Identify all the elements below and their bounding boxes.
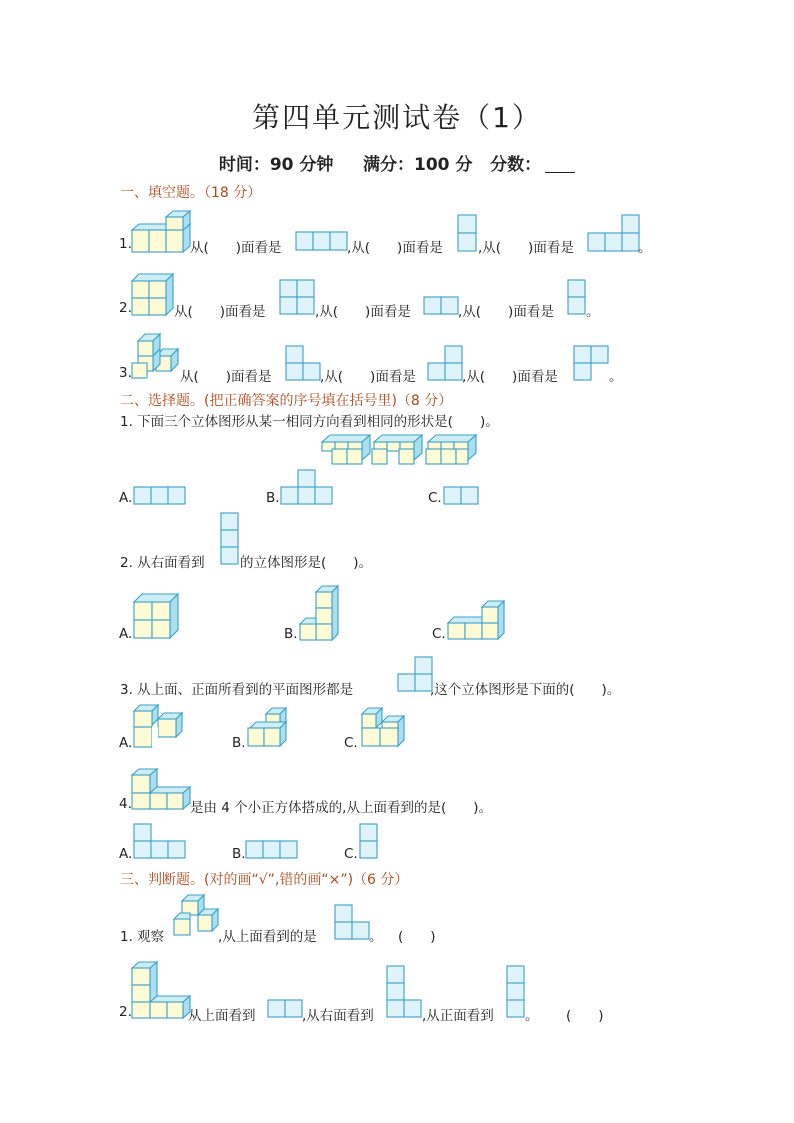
judge-q2-view1-icon — [268, 1000, 304, 1020]
q1-text2: ,从( )面看是 — [347, 240, 443, 256]
choice-q4-option-c[interactable]: C. — [344, 846, 358, 862]
judge-q2-end: 。 — [525, 1008, 539, 1024]
q2-cube-solid-icon — [132, 272, 174, 317]
choice-q1-b-view-icon — [281, 470, 335, 506]
choice-q4-a-view-icon — [134, 824, 188, 860]
choice-q3-option-b[interactable]: B. — [232, 735, 246, 751]
choice-q4-text: 是由 4 个小正方体搭成的,从上面看到的是( )。 — [190, 800, 492, 816]
choice-q1-option-c[interactable]: C. — [428, 490, 442, 506]
choice-q4-number: 4. — [119, 796, 132, 812]
judge-q2-view3-icon — [507, 966, 527, 1020]
full-score-label: 满分：100 分 — [363, 155, 473, 175]
fill-q1 — [119, 236, 132, 252]
q1-number: 1. — [119, 236, 132, 252]
q3-end: 。 — [609, 369, 623, 385]
choice-q1-option-a[interactable]: A. — [119, 490, 133, 506]
judge-q1-text3: 。 — [369, 929, 383, 945]
q1-end: 。 — [638, 240, 652, 256]
choice-q1-c-view-icon — [444, 487, 480, 507]
judge-q2-number: 2. — [119, 1004, 132, 1020]
q1-view2-icon — [458, 215, 478, 253]
choice-q2-a-solid-icon — [134, 592, 184, 644]
q2-number: 2. — [119, 300, 132, 316]
q3-cube-solid-icon — [132, 332, 182, 382]
judge-q2-answer-paren[interactable]: ( ) — [566, 1008, 604, 1024]
choice-q2-text1: 2. 从右面看到 — [120, 555, 205, 571]
judge-q2-text2: ,从右面看到 — [302, 1008, 374, 1024]
q2-text1: 从( )面看是 — [174, 304, 266, 320]
q2-view2-icon — [424, 297, 460, 317]
choice-q3-a-solid-icon — [134, 703, 188, 751]
q1-view3-icon — [588, 215, 640, 253]
choice-q4-b-view-icon — [246, 841, 300, 861]
choice-q3-b-solid-icon — [246, 706, 294, 750]
judge-q1-solid-icon — [172, 893, 220, 941]
judge-q1-text2: ,从上面看到的是 — [218, 929, 317, 945]
choice-q2-text2: 的立体图形是( )。 — [240, 555, 373, 571]
q1-text3: ,从( )面看是 — [478, 240, 574, 256]
time-label: 时间：90 分钟 — [218, 155, 334, 175]
choice-q2-c-solid-icon — [448, 599, 508, 643]
q2-end: 。 — [586, 304, 600, 320]
judge-q1-text1: 1. 观察 — [120, 929, 165, 945]
section1-heading: 一、填空题。（18 分） — [120, 185, 262, 201]
q2-text3: ,从( )面看是 — [458, 304, 554, 320]
q1-view1-icon — [296, 232, 348, 252]
choice-q3-option-c[interactable]: C. — [344, 735, 358, 751]
choice-q1-solids-icon — [320, 432, 480, 468]
exam-info — [0, 150, 794, 175]
page-title: 第四单元测试卷（1） — [252, 101, 542, 134]
q3-text1: 从( )面看是 — [180, 369, 272, 385]
q1-cube-solid-icon — [132, 210, 192, 255]
score-blank[interactable] — [545, 156, 575, 173]
choice-q3-c-solid-icon — [360, 706, 408, 750]
q2-text2: ,从( )面看是 — [315, 304, 411, 320]
q2-view1-icon — [280, 280, 316, 316]
judge-q2-text1: 从上面看到 — [188, 1008, 256, 1024]
section3-heading: 三、判断题。(对的画“√”,错的画“×”)（6 分） — [120, 872, 409, 888]
choice-q3-text2: ,这个立体图形是下面的( )。 — [430, 682, 621, 698]
q2-view3-icon — [568, 280, 588, 316]
choice-q2-option-b[interactable]: B. — [284, 626, 298, 642]
judge-q2-view2-icon — [387, 966, 423, 1020]
q3-view3-icon — [574, 346, 610, 382]
choice-q4-option-b[interactable]: B. — [232, 846, 246, 862]
choice-q3-option-a[interactable]: A. — [119, 735, 133, 751]
q3-text2: ,从( )面看是 — [320, 369, 416, 385]
q3-view2-icon — [428, 346, 464, 382]
choice-q1-option-b[interactable]: B. — [266, 490, 280, 506]
q3-number: 3. — [119, 365, 132, 381]
judge-q2-text3: ,从正面看到 — [422, 1008, 494, 1024]
choice-q2-option-a[interactable]: A. — [119, 626, 133, 642]
choice-q2-option-c[interactable]: C. — [432, 626, 446, 642]
judge-q1-answer-paren[interactable]: ( ) — [398, 929, 436, 945]
choice-q1-a-view-icon — [134, 487, 188, 507]
choice-q1-text: 1. 下面三个立体图形从某一相同方向看到相同的形状是( )。 — [120, 414, 499, 430]
choice-q4-c-view-icon — [360, 824, 380, 860]
choice-q4-option-a[interactable]: A. — [119, 846, 133, 862]
judge-q2-solid-icon — [132, 960, 192, 1022]
score-label: 分数： — [490, 155, 542, 175]
q3-view1-icon — [286, 346, 322, 382]
choice-q3-text1: 3. 从上面、正面所看到的平面图形都是 — [120, 682, 354, 698]
q3-text3: ,从( )面看是 — [462, 369, 558, 385]
section2-heading: 二、选择题。(把正确答案的序号填在括号里)（8 分） — [120, 393, 453, 409]
choice-q4-solid-icon — [132, 767, 192, 813]
judge-q1-view-icon — [335, 905, 371, 941]
choice-q2-b-solid-icon — [298, 584, 342, 644]
choice-q2-view-icon — [221, 513, 241, 567]
choice-q3-view-icon — [398, 657, 434, 693]
q1-text1: 从( )面看是 — [190, 240, 282, 256]
